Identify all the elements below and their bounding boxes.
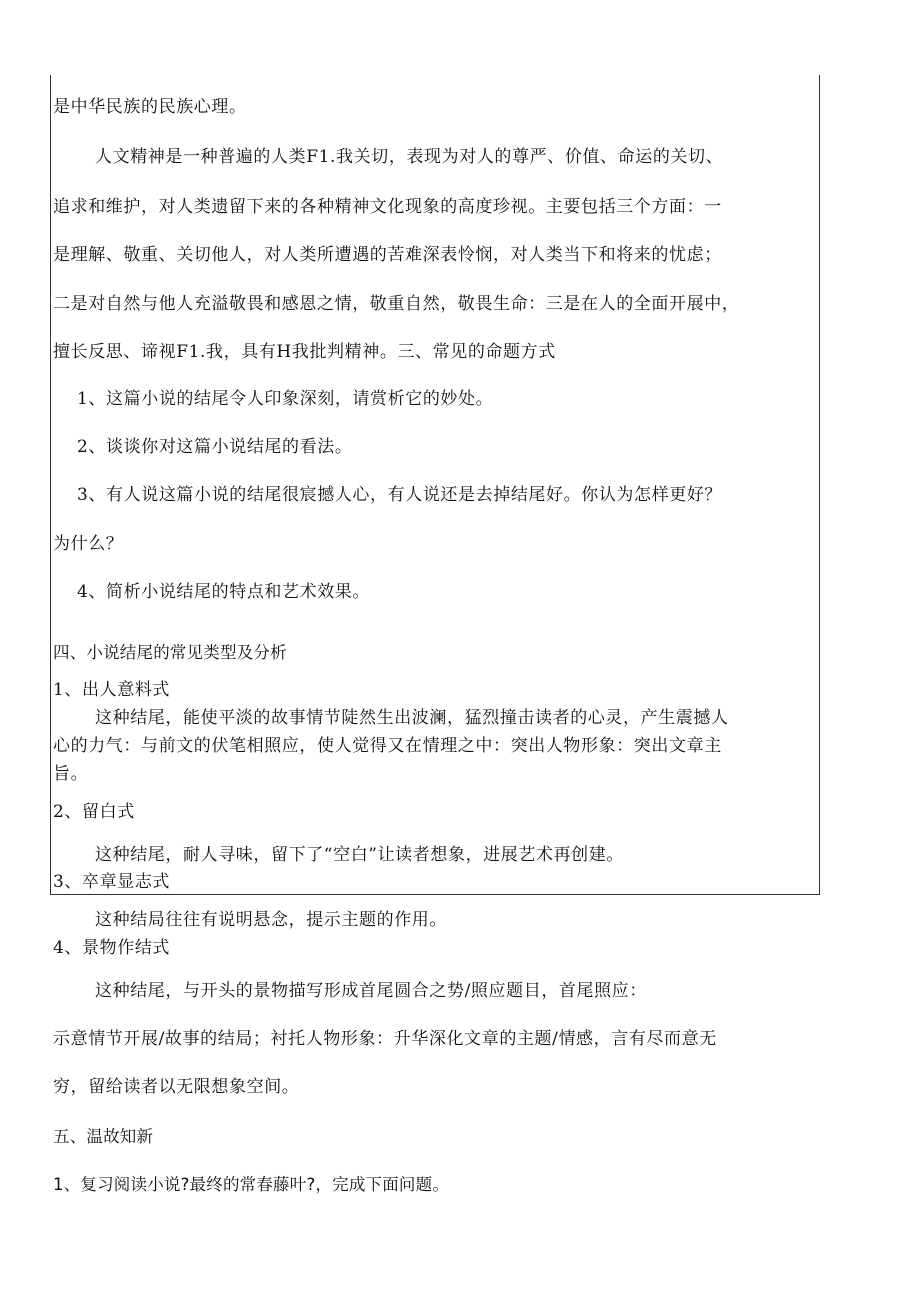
text-line: 穷，留给读者以无限想象空间。 [53,1077,300,1097]
text-line: 人文精神是一种普遍的人类F1.我关切，表现为对人的尊严、价值、命运的关切、 [95,147,724,167]
text-line: 追求和维护，对人类遗留下来的各种精神文化现象的高度珍视。主要包括三个方面：一 [53,197,722,217]
text-line: 这种结局往往有说明悬念，提示主题的作用。 [95,910,447,930]
type-heading: 4、景物作结式 [53,938,171,958]
text-line: 这种结尾，能使平淡的故事情节陡然生出波澜，猛烈撞击读者的心灵，产生震撼人 [95,708,729,728]
section-heading: 四、小说结尾的常见类型及分析 [53,643,287,662]
question-item: 2、谈谈你对这篇小说结尾的看法。 [77,437,353,457]
question-item: 1、这篇小说的结尾令人印象深刻，请赏析它的妙处。 [77,389,494,409]
text-line: 心的力气：与前文的伏笔相照应，使人觉得又在情理之中：突出人物形象：突出文章主 [53,736,722,756]
text-line: 这种结尾，耐人寻味，留下了“空白”让读者想象，进展艺术再创建。 [95,845,624,865]
type-heading: 2、留白式 [53,802,135,822]
type-heading: 1、出人意料式 [53,680,171,700]
text-line: 是理解、敬重、关切他人，对人类所遭遇的苦难深表怜悯，对人类当下和将来的忧虑； [53,245,722,265]
question-item: 3、有人说这篇小说的结尾很宸撼人心，有人说还是去掉结尾好。你认为怎样更好？ [77,485,723,505]
question-item-continued: 为什么？ [53,534,124,554]
type-heading: 3、卒章显志式 [53,872,171,892]
text-line: 是中华民族的民族心理。 [53,97,247,117]
question-item: 4、简析小说结尾的特点和艺术效果。 [77,582,371,602]
text-line: 示意情节开展/故事的结局；衬托人物形象：升华深化文章的主题/情感，言有尽而意无 [53,1029,717,1049]
text-line: 擅长反思、谛视F1.我，具有H我批判精神。三、常见的命题方式 [53,342,556,362]
text-line: 二是对自然与他人充溢敬畏和感恩之情，敬重自然，敬畏生命：三是在人的全面开展中， [53,294,740,314]
text-line: 1、复习阅读小说?最终的常春藤叶?，完成下面问题。 [53,1175,450,1194]
text-line: 旨。 [53,764,89,784]
text-line: 这种结尾，与开头的景物描写形成首尾圆合之势/照应题目，首尾照应： [95,981,647,1001]
section-heading: 五、温故知新 [53,1127,154,1146]
